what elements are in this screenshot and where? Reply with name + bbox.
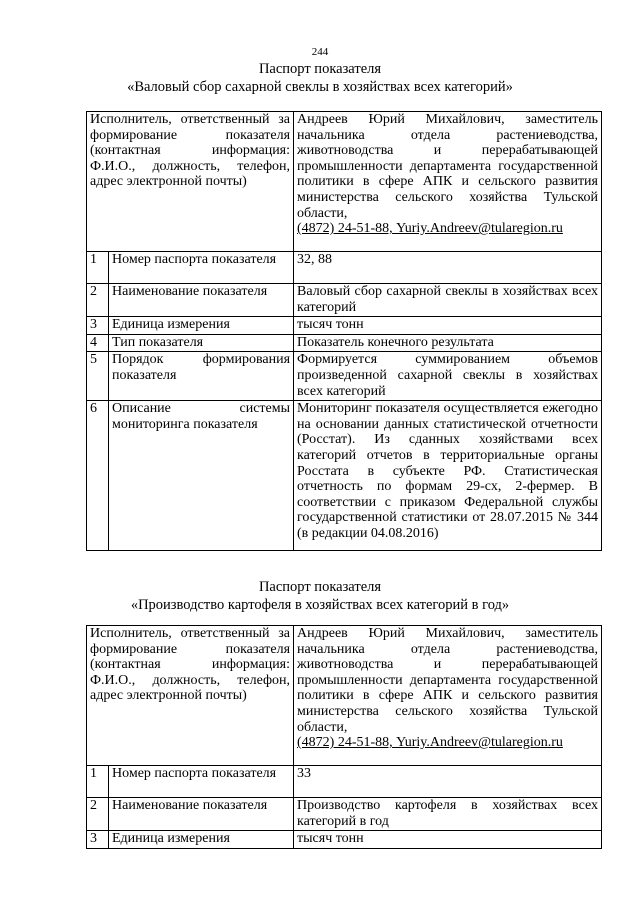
row-value: 32, 88 [294,252,602,284]
table-row [87,766,602,798]
row-value: Валовый сбор сахарной свеклы в хозяйствах всех категорий [294,284,602,317]
table-row [87,334,602,352]
executor-value [294,112,602,252]
row-number: 1 [87,766,109,798]
row-number: 1 [87,252,109,284]
table-row [87,317,602,335]
table-row [87,401,602,551]
row-value: 33 [294,766,602,798]
row-value: Производство картофеля в хозяйствах всех категорий в год [294,798,602,831]
table-row [87,252,602,284]
row-label: Номер паспорта показателя [109,252,294,284]
passport-2-title [0,578,640,614]
page-number: 244 [311,46,329,58]
row-label: Порядок формирования показателя [109,352,294,401]
executor-label: Исполнитель, ответственный за формирование показателя (контактная информация: Ф.И.О., должность, телефон, адрес электронной почты) [87,112,294,252]
row-number: 4 [87,334,109,352]
row-label: Наименование показателя [109,284,294,317]
row-number: 2 [87,798,109,831]
row-label: Номер паспорта показателя [109,766,294,798]
passport-1-table [86,111,602,551]
passport-2-table [86,625,602,849]
passport-1-title-line1: Паспорт показателя [258,61,382,77]
row-value: Формируется суммированием объемов произведенной сахарной свеклы в хозяйствах всех категорий [294,352,602,401]
table-row [87,831,602,849]
executor-contact[interactable]: (4872) 24-51-88, Yuriy.Andreev@tularegion.ru [297,221,563,237]
executor-value [294,626,602,766]
passport-1-title-line2: «Валовый сбор сахарной свеклы в хозяйствах всех категорий» [127,79,513,95]
row-value: Показатель конечного результата [294,334,602,352]
row-number: 3 [87,831,109,849]
row-number: 5 [87,352,109,401]
passport-1-title [0,60,640,96]
row-label: Тип показателя [109,334,294,352]
row-value: Мониторинг показателя осуществляется ежегодно на основании данных статистической отчетности (Росстат). Из сданных хозяйствами всех категорий отчетов в территориальные органы Росстата в субъекте РФ. Статистическая отчетность по формам 29-сх, 2-фермер. В соответствии с приказом Федеральной службы государственной статистики от 28.07.2015 № 344 (в редакции 04.08.2016) [294,401,602,551]
row-label: Единица измерения [109,831,294,849]
row-number: 3 [87,317,109,335]
row-label: Единица измерения [109,317,294,335]
table-row [87,798,602,831]
row-number: 6 [87,401,109,551]
passport-2-title-line1: Паспорт показателя [258,579,382,595]
executor-contact[interactable]: (4872) 24-51-88, Yuriy.Andreev@tularegion.ru [297,735,563,751]
row-number: 2 [87,284,109,317]
row-value: тысяч тонн [294,317,602,335]
table-row [87,284,602,317]
row-value: тысяч тонн [294,831,602,849]
table-row [87,626,602,766]
table-row [87,112,602,252]
executor-name-position: Андреев Юрий Михайлович, заместитель начальника отдела растениеводства, животноводства и перерабатывающей промышленности департамента государственной политики в сфере АПК и сельского развития министерства сельского хозяйства Тульской области, [297,626,598,735]
row-label: Наименование показателя [109,798,294,831]
passport-2-title-line2: «Производство картофеля в хозяйствах всех категорий в год» [130,597,510,613]
executor-label: Исполнитель, ответственный за формирование показателя (контактная информация: Ф.И.О., должность, телефон, адрес электронной почты) [87,626,294,766]
row-label: Описание системы мониторинга показателя [109,401,294,551]
table-row [87,352,602,401]
executor-name-position: Андреев Юрий Михайлович, заместитель начальника отдела растениеводства, животноводства и перерабатывающей промышленности департамента государственной политики в сфере АПК и сельского развития министерства сельского хозяйства Тульской области, [297,112,598,221]
